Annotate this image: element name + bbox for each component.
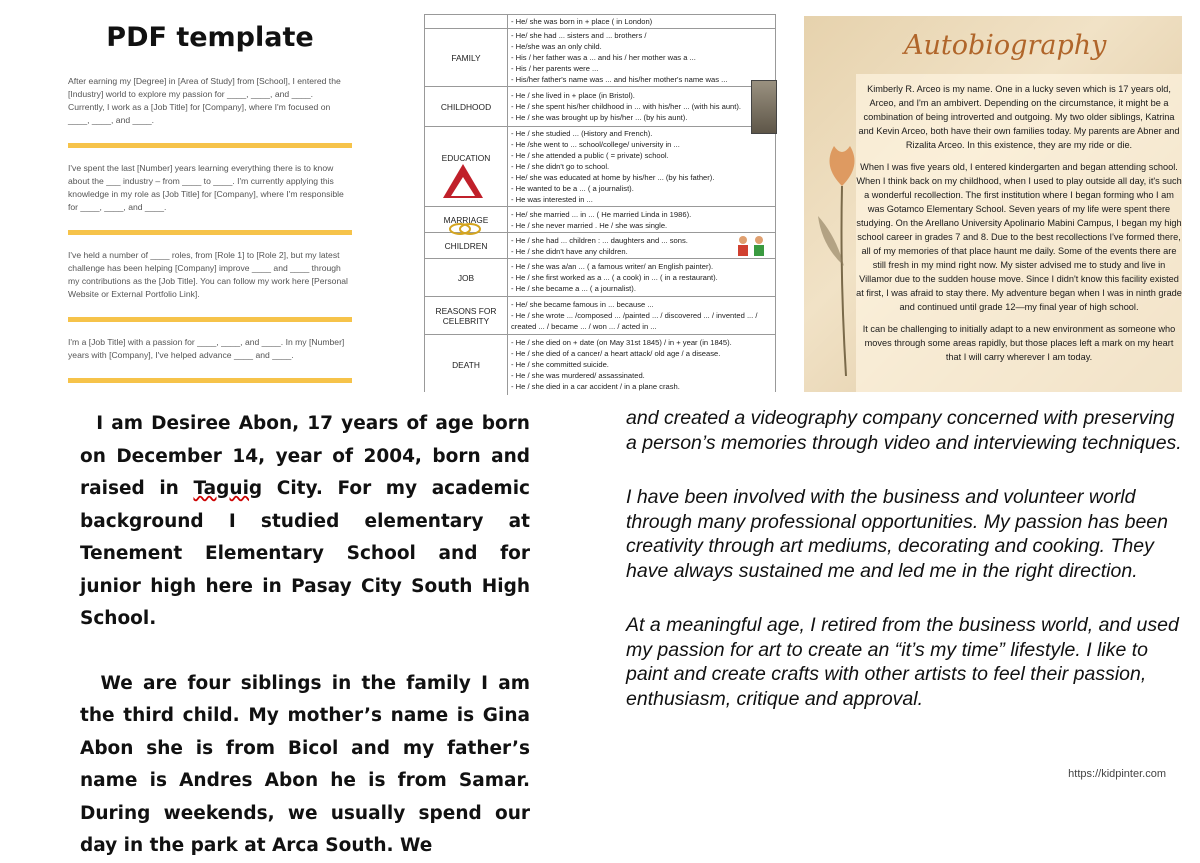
table-line: - He / she never married . He / she was single. (511, 220, 668, 230)
table-line: - He/she was an only child. (511, 42, 602, 51)
table-line: - He / she studied ... (History and French). (511, 129, 653, 138)
essay-paragraph: We are four siblings in the family I am the third child. My mother’s name is Gina Abon she is from Bicol and my father’s name is Andres Abon he is from Samar. During weekends, we usually spend our day in the park at Arca South. We (80, 672, 530, 856)
table-line: - He / she became a ... ( a journalist). (511, 284, 636, 293)
table-line: - He/ she was educated at home by his/her ... (by his father). (511, 173, 715, 182)
template-paragraph: I've spent the last [Number] years learning everything there is to know about the ___ industry – from ____ to ____. I'm currently applying this knowledge in my role as [Job Title] for [Company], where I'm responsible for ____, ____, and ____. (68, 163, 344, 212)
autobiography-paragraph: Kimberly R. Arceo is my name. One in a lucky seven which is 17 years old, Arceo, and I'm an ambivert. Depending on the circumstance, it might be a combination of being introverted and outgoing. My two older siblings, Katrina and Kevin Arceo, both have their own families today. My parents are Abner and Rizalita Arceo. In this existence, they are my ride or die. (858, 84, 1180, 150)
table-category: CHILDHOOD (425, 87, 508, 127)
table-line: - He / she first worked as a ... ( a cook) in ... ( in a restaurant). (511, 273, 718, 282)
biography-table (425, 14, 775, 395)
essay-paragraph: I am Desiree Abon, 17 years of age born on December 14, year of 2004, born and raised in Taguig City. For my academic background I studied elementary at Tenement Elementary School and for junior high here in Pasay City South High School. (80, 413, 530, 629)
autobiography-text (856, 82, 1182, 372)
table-category: DEATH (425, 335, 508, 395)
autobiography-paragraph: When I was five years old, I entered kindergarten and began attending school. When I think back on my childhood, when I used to play outside all day, it's such a wonderful recollection. The first institution where I began forming who I am was Gotamco Elementary School. Seven years of my life were spent there studying. On the Arellano University Apolinario Mabini Campus, I began my high school career in grades 7 and 8. Due to the best recollections I've formed there, all of my memories of that place haunt me daily. Some of the events there are still fresh in my mind right now. My sister advised me to study and live in Villamor due to the sudden house move. Since I didn't know this facility existed at first, I was afraid to stay there. My adventure began when I was in ninth grade and continued until grade 12—my final year of high school. (856, 162, 1182, 312)
table-category: MARRIAGE (425, 207, 508, 233)
divider-bar (68, 143, 352, 148)
table-category: EDUCATION (425, 127, 508, 207)
table-line: - He/ she married ... in ... ( He married Linda in 1986). (511, 209, 692, 219)
autobiography-paragraph: It can be challenging to initially adapt to a new environment as someone who moves through some areas rapidly, but those places left a mark on my heart that I will carry wherever I am today. (862, 324, 1176, 362)
divider-bar (68, 230, 352, 235)
table-line: - His / her father was a ... and his / her mother was a ... (511, 53, 696, 62)
table-category: JOB (425, 259, 508, 297)
wedding-rings-icon (447, 222, 483, 236)
template-paragraph: I've held a number of ____ roles, from [Role 1] to [Role 2], but my latest challenge has been helping [Company] improve ____ and ____ through my contributions as the [Job Title]. You can follow my work here [Personal Website or External Portfolio Link]. (68, 250, 348, 299)
essay-paragraph: At a meaningful age, I retired from the business world, and used my passion for art to create an “it’s my time” lifestyle. I like to paint and create crafts with other artists to feel their passion, enthusiasm, critique and approval. (626, 614, 1179, 710)
autobiography-panel (804, 16, 1182, 392)
school-sign-inner (451, 177, 475, 196)
template-paragraph: After earning my [Degree] in [Area of Study] from [School], I entered the [Industry] world to explore my passion for ____, ____, and ____. Currently, I work as a [Job Title] for [Company], where I'm focused on ____, ____, and ____. (68, 76, 341, 125)
table-line: - He / she committed suicide. (511, 360, 609, 370)
essay-paragraph: I have been involved with the business and volunteer world through many professional opportunities. My passion has been creativity through art mediums, decorating and cooking. They have always sustained me and led me in the right direction. (626, 486, 1168, 582)
pdf-template-title: PDF template (106, 22, 314, 53)
autobiography-title: Autobiography (904, 30, 1107, 61)
essay-right-panel (626, 406, 1186, 800)
table-line: - His/her father's name was ... and his/her mother's name was ... (511, 75, 728, 84)
children-icon (733, 234, 769, 258)
table-line: - He / she wrote ... /composed ... /painted ... / discovered ... / invented ... / (511, 311, 758, 320)
table-line: - He / she was a/an ... ( a famous writer/ an English painter). (511, 262, 714, 271)
table-line: - He / she didn't go to school. (511, 162, 610, 171)
table-line: - He/ she was born in + place ( in London) (511, 17, 653, 26)
table-line: - He was interested in ... (511, 195, 593, 204)
table-category: REASONS FOR CELEBRITY (425, 297, 508, 335)
table-line: - He / she didn't have any children. (511, 246, 628, 256)
watermark: https://kidpinter.com (1068, 768, 1166, 780)
template-paragraph: I'm a [Job Title] with a passion for ____, ____, and ____. In my [Number] years with [Company], I've helped advance ____ and ____. (68, 337, 345, 360)
table-line: - He /she went to ... school/college/ university in ... (511, 140, 680, 149)
essay-left-panel (80, 408, 530, 856)
table-line: - He/ she became famous in ... because ... (511, 300, 654, 309)
table-line: created ... / became ... / won ... / acted in ... (511, 322, 657, 331)
table-line: - He / she lived in + place (in Bristol). (511, 91, 635, 100)
misspelled-word: Taguig (193, 478, 263, 499)
divider-bar (68, 317, 352, 322)
table-line: - His / her parents were ... (511, 64, 599, 73)
table-line: - He / she was brought up by his/her ... (by his aunt). (511, 113, 688, 122)
table-line: - He / she was murdered/ assassinated. (511, 371, 645, 381)
table-line: - He / she died in a car accident / in a plane crash. (511, 382, 680, 392)
child-photo-image (751, 80, 777, 134)
pdf-template-panel (60, 10, 360, 382)
table-line: - He / she spent his/her childhood in ... with his/her ... (with his aunt). (511, 102, 742, 111)
table-category: CHILDREN (425, 233, 508, 259)
table-line: - He / she had ... children : ... daughters and ... sons. (511, 235, 688, 245)
table-line: - He / she died on + date (on May 31st 1845) / in + year (in 1845). (511, 338, 732, 348)
table-line: - He / she died of a cancer/ a heart attack/ old age / a disease. (511, 349, 721, 359)
table-line: - He wanted to be a ... ( a journalist). (511, 184, 634, 193)
divider-bar (68, 378, 352, 383)
biography-table-panel (424, 14, 776, 392)
essay-paragraph: and created a videography company concerned with preserving a person’s memories through video and interviewing techniques. (626, 407, 1182, 454)
table-line: - He/ she had ... sisters and ... brothers / (511, 31, 647, 40)
table-line: - He / she attended a public ( = private) school. (511, 151, 669, 160)
table-category: FAMILY (425, 29, 508, 87)
